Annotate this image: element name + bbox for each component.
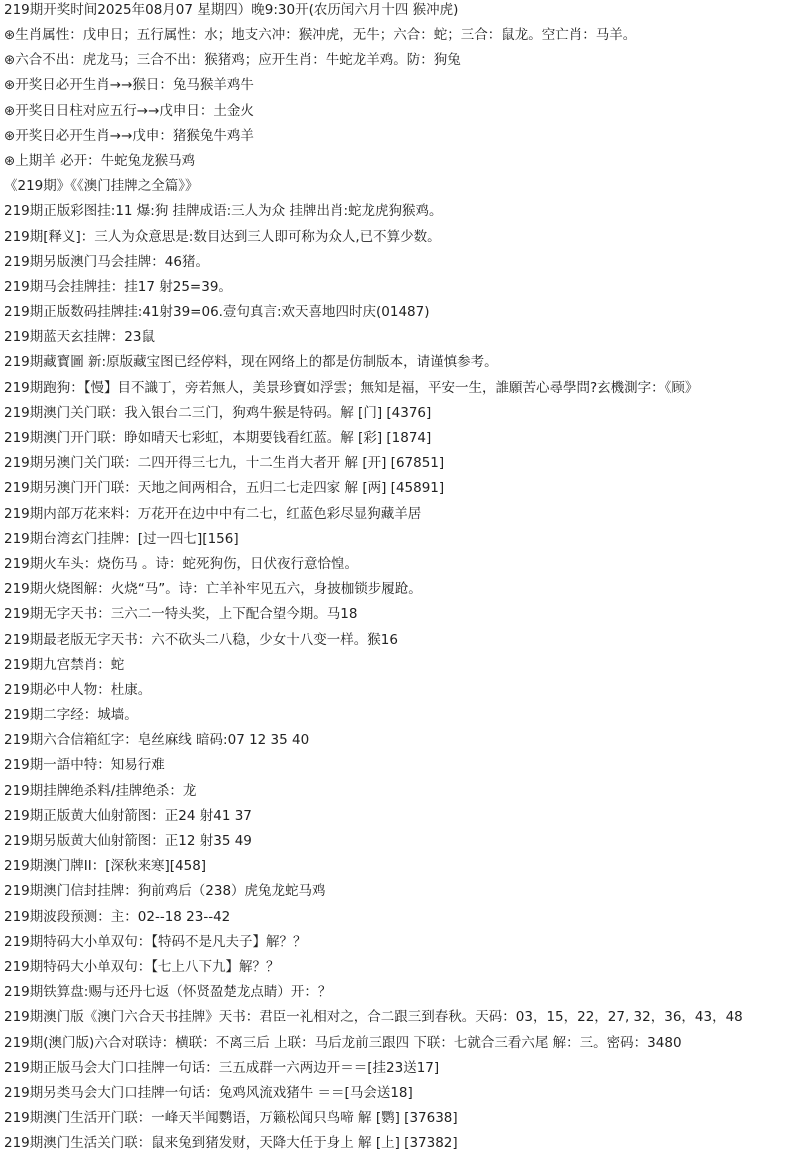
text-line: 219期特码大小单双句：【特码不是凡夫子】解？？ xyxy=(4,933,307,950)
text-line: 219期六合信箱紅字：皂丝麻线 暗码:07 12 35 40 xyxy=(4,732,310,749)
text-line: 219期另版黄大仙射箭图：正12 射35 49 xyxy=(4,833,252,849)
text-line: 219期最老版无字天书：六不砍头二八稳，少女十八变一样。猴16 xyxy=(4,631,398,648)
text-line: 219期开奖时间2025年08月07 星期四）晚9:30开(农历闰六月十四 猴冲虎) xyxy=(4,2,459,18)
text-line: 219期正版彩图挂:11 爆:狗 挂牌成语:三人为众 挂牌出肖:蛇龙虎狗猴鸡。 xyxy=(4,203,443,220)
text-line: 219期另类马会大门口挂牌一句话：兔鸡风流戏猪牛 ＝＝[马会送18] xyxy=(4,1084,413,1101)
text-line: 219期蓝天玄挂牌：23鼠 xyxy=(4,329,155,346)
text-line: 219期澳门关门联：我入银台二三门，狗鸡牛猴是特码。解 [门] [4376] xyxy=(4,404,432,421)
text-line: 219期另澳门开门联：天地之间两相合，五归二七走四家 解 [两] [45891] xyxy=(4,480,445,497)
text-line: 219期铁算盘:赐与还丹七返（怀贤盈楚龙点睛）开：？ xyxy=(4,984,332,1001)
text-line: ⊛开奖日日柱对应五行→→戊申日：土金火 xyxy=(4,102,254,119)
text-line: 219期火车头：烧伤马 。诗：蛇死狗伤，日伏夜行意恰惶。 xyxy=(4,555,359,572)
text-line: 219期另澳门关门联：二四开得三七九，十二生肖大者开 解 [开] [67851] xyxy=(4,455,445,472)
text-line: 219期特码大小单双句：【七上八下九】解？？ xyxy=(4,958,280,975)
text-line: 219期火烧图解：火烧“马”。诗：亡羊补牢见五六，身披枷锁步履跄。 xyxy=(4,581,422,598)
text-line: 219期内部万花来料：万花开在边中中有二七，红蓝色彩尽显狗藏羊居 xyxy=(4,505,422,522)
text-line: ⊛开奖日必开生肖→→戊申：猪猴兔牛鸡羊 xyxy=(4,127,254,144)
text-line: 219期波段预测：主：02--18 23--42 xyxy=(4,908,231,925)
text-line: 219期澳门牌II：[深秋来寒][458] xyxy=(4,858,207,875)
text-line: ⊛生肖属性：戊申日；五行属性：水；地支六冲：猴冲虎，无牛；六合：蛇；三合：鼠龙。空亡肖：马羊。 xyxy=(4,27,637,43)
text-line: 219期九宫禁肖：蛇 xyxy=(4,656,125,673)
text-line: 219期必中人物：杜康。 xyxy=(4,681,152,698)
text-line: 《219期》《《澳门挂牌之全篇》》 xyxy=(4,178,199,195)
text-line: 219期正版马会大门口挂牌一句话：三五成群一六两边开＝＝[挂23送17] xyxy=(4,1059,440,1076)
text-line: 219期台湾玄门挂牌：[过一四七][156] xyxy=(4,530,239,547)
text-line: 219期无字天书：三六二一特头奖，上下配合望今期。马18 xyxy=(4,606,358,623)
text-line: 219期澳门信封挂牌：狗前鸡后（238）虎兔龙蛇马鸡 xyxy=(4,883,326,900)
text-line: 219期一語中特：知易行难 xyxy=(4,757,165,774)
text-line: 219期跑狗：【慢】目不識丁，旁若無人，美景珍寶如浮雲；無知是福，平安一生，誰願苦心尋學問?玄機測字：《顾》 xyxy=(4,379,699,396)
text-line: 219期马会挂牌挂：挂17 射25=39。 xyxy=(4,278,232,295)
text-line: ⊛六合不出：虎龙马；三合不出：猴猪鸡；应开生肖：牛蛇龙羊鸡。防：狗兔 xyxy=(4,52,461,69)
text-line: 219期二字经：城墙。 xyxy=(4,707,138,724)
text-line: 219期澳门生活关门联：鼠来兔到猪发财，天降大任于身上 解 [上] [37382] xyxy=(4,1135,458,1152)
text-line: 219期(澳门版)六合对联诗：横联：不离三后 上联：马后龙前三跟四 下联：七就合三看六尾 解：三。密码：3480 xyxy=(4,1034,682,1051)
text-line: 219期澳门版《澳门六合天书挂牌》天书：君臣一礼相对之，合二跟三到春秋。天码：03，15，22，27, 32，36，43，48 xyxy=(4,1009,743,1026)
text-line: ⊛上期羊 必开：牛蛇兔龙猴马鸡 xyxy=(4,152,196,169)
text-line: 219期正版黄大仙射箭图：正24 射41 37 xyxy=(4,807,252,824)
text-line: 219期挂牌绝杀料/挂牌绝杀：龙 xyxy=(4,782,197,799)
text-line: 219期藏寳圖 新:原版藏宝图已经停料，现在网络上的都是仿制版本，请谨慎参考。 xyxy=(4,354,498,371)
text-line: 219期[释义]：三人为众意思是:数目达到三人即可称为众人,已不算少数。 xyxy=(4,228,441,245)
text-line: 219期另版澳门马会挂牌：46猪。 xyxy=(4,253,209,270)
text-line: 219期澳门生活开门联：一峰天半闻鹦语，万籁松闻只鸟啼 解 [鹦] [37638] xyxy=(4,1110,458,1127)
text-line: 219期澳门开门联：睁如晴天七彩虹，本期要钱看红蓝。解 [彩] [1874] xyxy=(4,430,432,446)
text-line: 219期正版数码挂牌挂:41射39=06.壹句真言:欢天喜地四时庆(01487) xyxy=(4,304,430,321)
text-line: ⊛开奖日必开生肖→→猴日：兔马猴羊鸡牛 xyxy=(4,77,254,94)
